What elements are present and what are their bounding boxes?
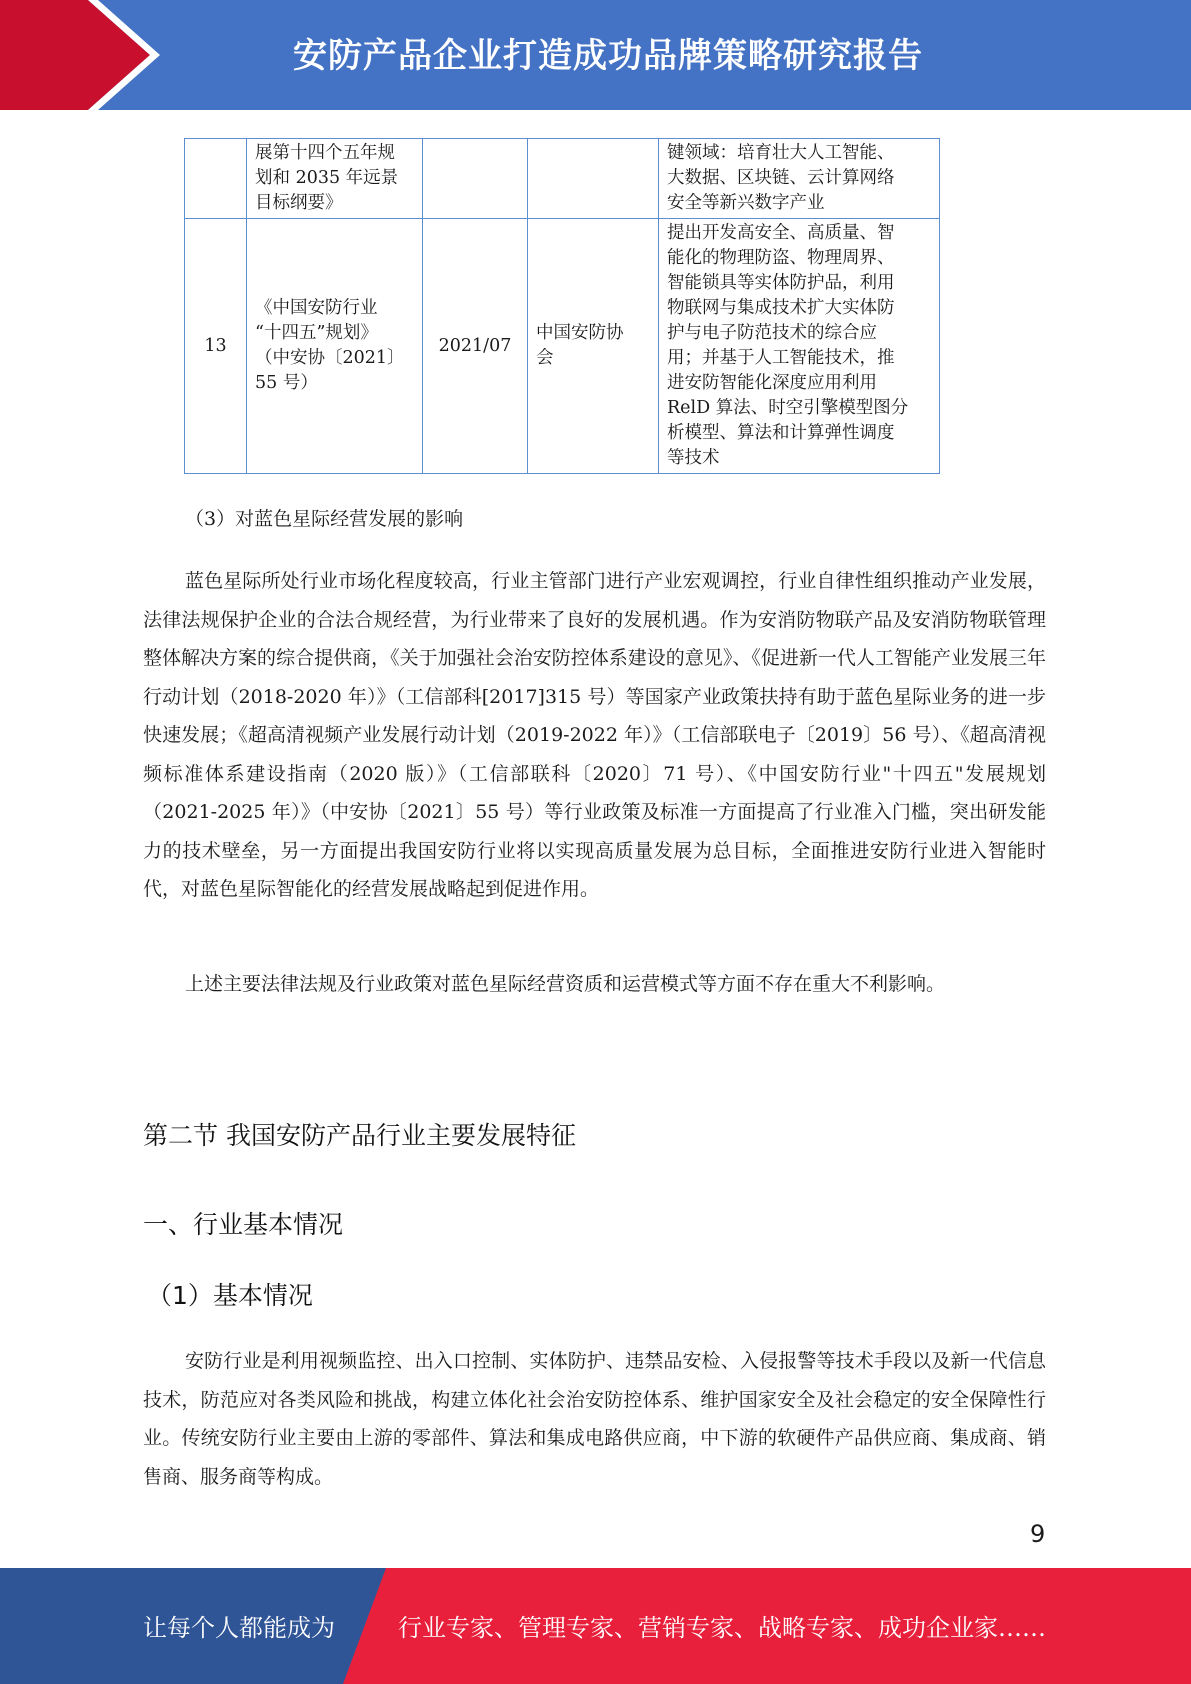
cell-number: 13 (185, 219, 247, 474)
cell-line: 大数据、区块链、云计算网络 (667, 168, 895, 188)
cell-line: 展第十四个五年规 (255, 143, 395, 163)
cell-policy-name (247, 139, 423, 219)
cell-line: 析模型、算法和计算弹性调度 (667, 423, 895, 443)
subheading-impact: （3）对蓝色星际经营发展的影响 (185, 508, 464, 530)
table-row (185, 219, 940, 474)
cell-line: 键领域：培育壮大人工智能、 (667, 143, 895, 163)
document-title: 安防产品企业打造成功品牌策略研究报告 (293, 36, 923, 76)
cell-line: 中国安防协 (536, 323, 624, 343)
cell-line: 《中国安防行业 (255, 298, 378, 318)
page-number: 9 (1030, 1520, 1046, 1548)
cell-line: 会 (536, 348, 554, 368)
cell-date: 2021/07 (423, 219, 528, 474)
page-header-banner (0, 0, 1191, 110)
section-title: 第二节 我国安防产品行业主要发展特征 (143, 1121, 576, 1150)
cell-policy-name (247, 219, 423, 474)
page-footer-banner (0, 1568, 1191, 1684)
cell-line: 安全等新兴数字产业 (667, 193, 825, 213)
cell-date (423, 139, 528, 219)
cell-line: 能化的物理防盗、物理周界、 (667, 248, 895, 268)
cell-issuer (528, 139, 659, 219)
cell-line: 提出开发高安全、高质量、智 (667, 223, 895, 243)
cell-content (659, 219, 940, 474)
cell-content (659, 139, 940, 219)
paragraph-conclusion: 上述主要法律法规及行业政策对蓝色星际经营资质和运营模式等方面不存在重大不利影响。 (185, 973, 946, 995)
cell-number (185, 139, 247, 219)
cell-line: 用；并基于人工智能技术，推 (667, 348, 895, 368)
heading-industry-basics: 一、行业基本情况 (143, 1210, 344, 1239)
cell-line: 护与电子防范技术的综合应 (667, 323, 877, 343)
heading-basic-situation: （1）基本情况 (147, 1281, 313, 1310)
cell-line: 55 号） (255, 373, 318, 393)
cell-line: 智能锁具等实体防护品，利用 (667, 273, 895, 293)
paragraph-industry-description: 安防行业是利用视频监控、出入口控制、实体防护、违禁品安检、入侵报警等技术手段以及新一代信息技术，防范应对各类风险和挑战，构建立体化社会治安防控体系、维护国家安全及社会稳定的安全保障性行业。传统安防行业主要由上游的零部件、算法和集成电路供应商，中下游的软硬件产品供应商、集成商、销售商、服务商等构成。 (143, 1350, 1046, 1488)
policy-table (184, 138, 940, 474)
footer-slogan-left: 让每个人都能成为 (143, 1614, 335, 1642)
cell-line: （中安协〔2021〕 (255, 348, 405, 368)
cell-line: “十四五”规划》 (255, 323, 378, 343)
paragraph-impact: 蓝色星际所处行业市场化程度较高，行业主管部门进行产业宏观调控，行业自律性组织推动产业发展，法律法规保护企业的合法合规经营，为行业带来了良好的发展机遇。作为安消防物联产品及安消防物联管理整体解决方案的综合提供商，《关于加强社会治安防控体系建设的意见》、《促进新一代人工智能产业发展三年行动计划（2018-2020 年）》（工信部科[2017]315 号）等国家产业政策扶持有助于蓝色星际业务的进一步快速发展；《超高清视频产业发展行动计划（2019-2022 年）》（工信部联电子〔2019〕56 号）、《超高清视频标准体系建设指南（2020 版）》（工信部联科〔2020〕71 号）、《中国安防行业"十四五"发展规划（2021-2025 年）》（中安协〔2021〕55 号）等行业政策及标准一方面提高了行业准入门槛，突出研发能力的技术壁垒，另一方面提出我国安防行业将以实现高质量发展为总目标，全面推进安防行业进入智能时代，对蓝色星际智能化的经营发展战略起到促进作用。 (143, 570, 1046, 900)
cell-line: 物联网与集成技术扩大实体防 (667, 298, 895, 318)
cell-line: 等技术 (667, 448, 720, 468)
footer-slogan-right: 行业专家、管理专家、营销专家、战略专家、成功企业家…… (398, 1614, 1046, 1642)
cell-line: 划和 2035 年远景 (255, 168, 399, 188)
cell-line: 目标纲要》 (255, 193, 343, 213)
cell-line: RelD 算法、时空引擎模型图分 (667, 398, 909, 418)
cell-issuer (528, 219, 659, 474)
cell-line: 进安防智能化深度应用利用 (667, 373, 877, 393)
table-row (185, 139, 940, 219)
